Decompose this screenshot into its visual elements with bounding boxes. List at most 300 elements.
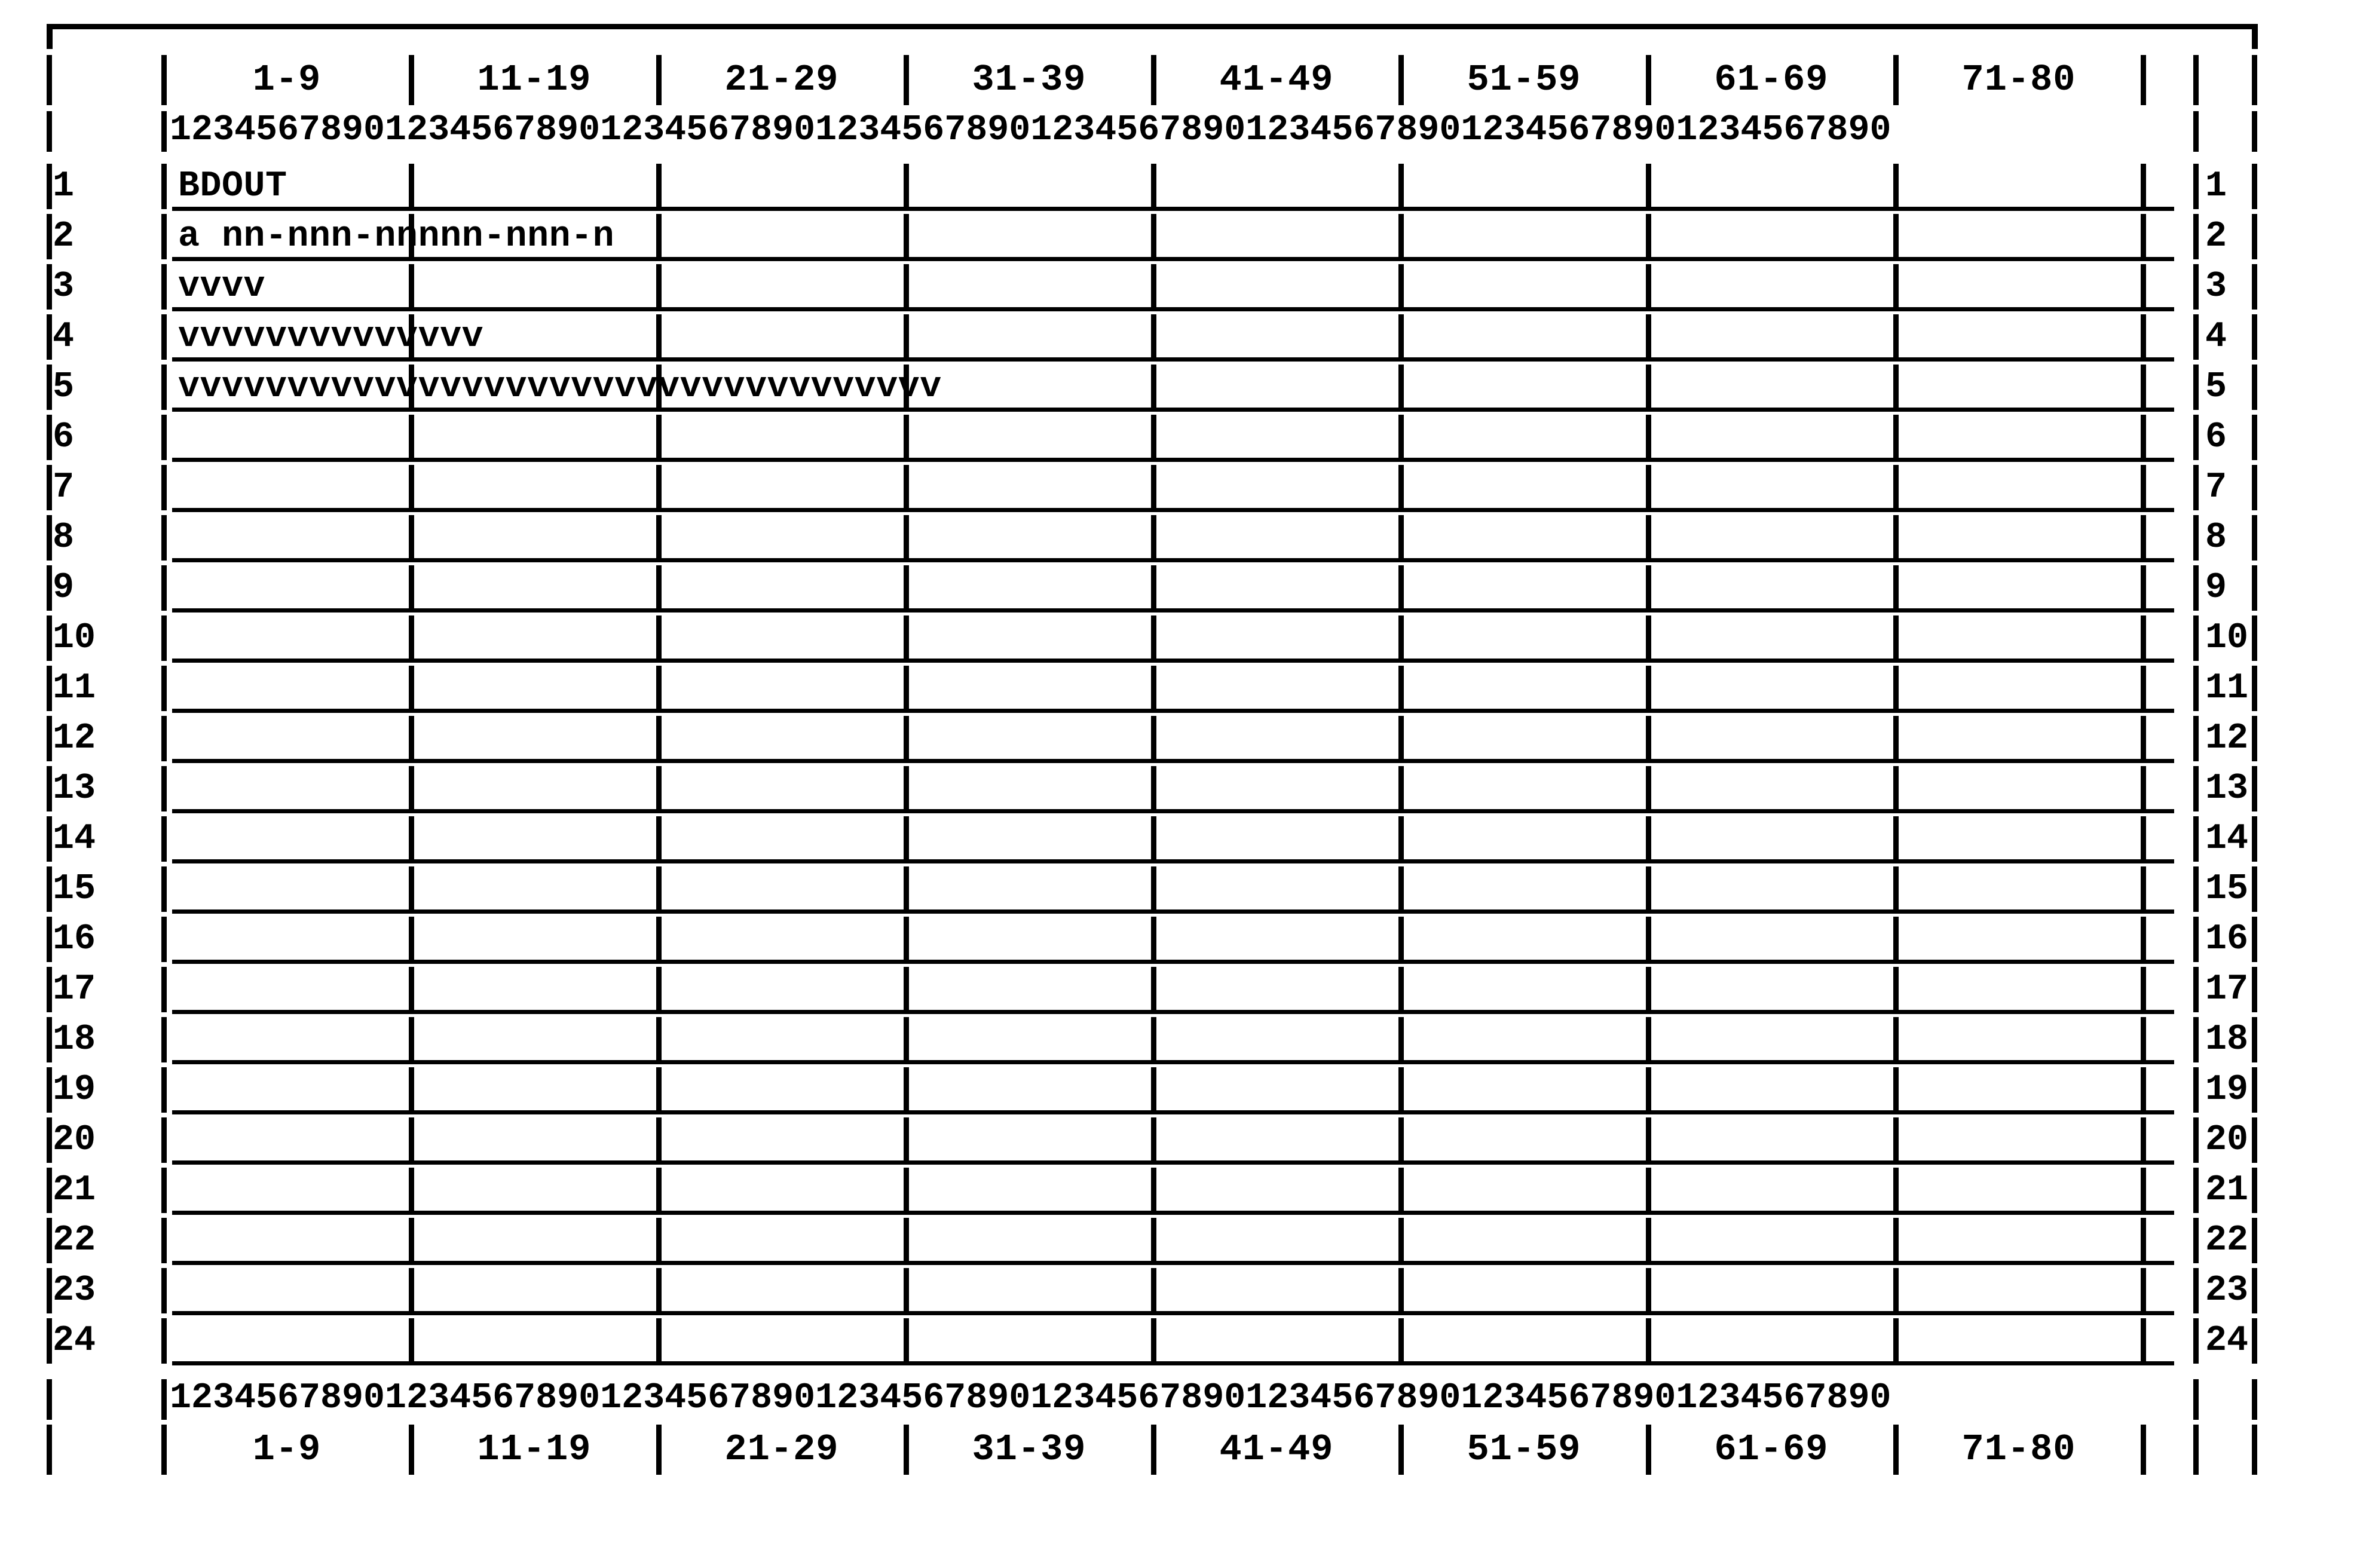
line-rule — [172, 307, 2174, 311]
row-number-left: 5 — [53, 367, 75, 408]
row-number-left: 18 — [53, 1019, 96, 1060]
screen-line-text[interactable]: vvvvvvvvvvvvvv — [178, 317, 484, 357]
line-cell-separator — [1646, 465, 1651, 510]
ruler-bottom-left-tick — [47, 1379, 52, 1420]
line-cell-separator — [656, 214, 662, 259]
row-number-left: 19 — [53, 1070, 96, 1110]
footer-left-margin-tick — [47, 1425, 52, 1475]
line-cell-separator — [409, 415, 414, 460]
line-cell-separator — [1151, 1017, 1156, 1062]
line-right-margin-tick — [2193, 164, 2199, 209]
row-number-left: 4 — [53, 317, 75, 357]
header-sep-7 — [1893, 55, 1899, 105]
line-right-margin-tick — [2193, 264, 2199, 310]
footer-right-margin-tick — [2193, 1425, 2199, 1475]
line-cell-separator — [904, 866, 909, 912]
line-cell-separator — [1646, 866, 1651, 912]
line-cell-separator — [409, 465, 414, 510]
row-number-left: 17 — [53, 969, 96, 1010]
screen-line-row[interactable] — [42, 914, 2307, 964]
ruler-bottom-outer-right-tick — [2252, 1379, 2257, 1420]
line-cell-separator — [1646, 164, 1651, 209]
row-number-right: 18 — [2205, 1019, 2249, 1060]
row-number-right: 6 — [2205, 417, 2227, 458]
row-number-left: 21 — [53, 1170, 96, 1211]
line-cell-separator — [161, 1318, 167, 1364]
line-right-margin-tick — [2193, 1168, 2199, 1213]
line-left-outer-tick — [47, 1117, 52, 1163]
line-right-outer-tick — [2252, 1268, 2257, 1313]
line-right-outer-tick — [2252, 1067, 2257, 1113]
screen-line-row[interactable] — [42, 563, 2307, 613]
line-right-outer-tick — [2252, 816, 2257, 862]
line-cell-separator — [1398, 1117, 1404, 1163]
line-cell-separator — [409, 1268, 414, 1313]
line-cell-separator — [2141, 1268, 2146, 1313]
line-cell-separator — [2141, 214, 2146, 259]
line-right-margin-tick — [2193, 1067, 2199, 1113]
screen-line-text[interactable]: a nn-nnn-nnnnn-nnn-n — [178, 216, 615, 257]
line-cell-separator — [656, 1268, 662, 1313]
line-left-outer-tick — [47, 1268, 52, 1313]
line-cell-separator — [1151, 415, 1156, 460]
line-cell-separator — [904, 314, 909, 360]
line-left-outer-tick — [47, 816, 52, 862]
row-number-right: 1 — [2205, 166, 2227, 207]
line-cell-separator — [904, 1318, 909, 1364]
col-range-7: 61-69 — [1714, 59, 1829, 101]
top-left-tick — [47, 24, 53, 49]
line-cell-separator — [1646, 1268, 1651, 1313]
line-cell-separator — [656, 666, 662, 711]
screen-line-row[interactable] — [42, 1316, 2307, 1366]
row-number-right: 9 — [2205, 568, 2227, 608]
screen-line-row[interactable] — [42, 1015, 2307, 1065]
col-range-2: 11-19 — [477, 59, 592, 101]
line-cell-separator — [2141, 1318, 2146, 1364]
col-range-1: 1-9 — [252, 59, 322, 101]
line-cell-separator — [1646, 917, 1651, 962]
line-cell-separator — [904, 766, 909, 811]
line-cell-separator — [161, 365, 167, 410]
line-cell-separator — [2141, 365, 2146, 410]
line-cell-separator — [1646, 967, 1651, 1012]
line-cell-separator — [1398, 164, 1404, 209]
line-cell-separator — [2141, 465, 2146, 510]
line-rule — [172, 458, 2174, 462]
line-cell-separator — [1893, 967, 1899, 1012]
line-cell-separator — [1151, 766, 1156, 811]
line-cell-separator — [656, 1218, 662, 1263]
line-cell-separator — [409, 866, 414, 912]
line-cell-separator — [161, 214, 167, 259]
header-sep-8 — [2141, 55, 2146, 105]
line-cell-separator — [1646, 565, 1651, 611]
line-left-outer-tick — [47, 264, 52, 310]
line-cell-separator — [1893, 615, 1899, 661]
line-cell-separator — [1151, 1268, 1156, 1313]
line-cell-separator — [1151, 1218, 1156, 1263]
line-cell-separator — [1646, 1318, 1651, 1364]
top-right-tick — [2252, 24, 2258, 49]
line-rule — [172, 1160, 2174, 1165]
line-right-outer-tick — [2252, 967, 2257, 1012]
col-range-3: 21-29 — [724, 59, 839, 101]
header-sep-6 — [1646, 55, 1651, 105]
line-cell-separator — [1893, 766, 1899, 811]
line-cell-separator — [161, 565, 167, 611]
footer-sep-6 — [1646, 1425, 1651, 1475]
line-cell-separator — [161, 1067, 167, 1113]
line-left-outer-tick — [47, 967, 52, 1012]
line-cell-separator — [904, 465, 909, 510]
line-cell-separator — [161, 816, 167, 862]
line-right-margin-tick — [2193, 615, 2199, 661]
line-rule — [172, 357, 2174, 362]
col-range-bottom-1: 1-9 — [252, 1428, 322, 1471]
line-cell-separator — [409, 565, 414, 611]
line-cell-separator — [1646, 365, 1651, 410]
line-cell-separator — [161, 515, 167, 561]
screen-line-text[interactable]: BDOUT — [178, 166, 287, 207]
row-number-left: 1 — [53, 166, 75, 207]
row-number-left: 23 — [53, 1270, 96, 1311]
line-left-outer-tick — [47, 917, 52, 962]
line-cell-separator — [1398, 917, 1404, 962]
line-rule — [172, 608, 2174, 612]
line-right-outer-tick — [2252, 917, 2257, 962]
line-cell-separator — [1151, 465, 1156, 510]
line-cell-separator — [1893, 1067, 1899, 1113]
line-cell-separator — [161, 264, 167, 310]
line-cell-separator — [1398, 1168, 1404, 1213]
line-cell-separator — [1893, 164, 1899, 209]
line-left-outer-tick — [47, 365, 52, 410]
line-cell-separator — [1646, 1168, 1651, 1213]
line-cell-separator — [161, 1117, 167, 1163]
line-cell-separator — [656, 465, 662, 510]
line-cell-separator — [1893, 1268, 1899, 1313]
line-right-outer-tick — [2252, 1218, 2257, 1263]
ruler-right-tick — [2193, 111, 2199, 152]
line-rule — [172, 909, 2174, 914]
top-border-rule — [47, 24, 2258, 29]
line-right-outer-tick — [2252, 515, 2257, 561]
line-rule — [172, 1211, 2174, 1215]
line-cell-separator — [1151, 565, 1156, 611]
row-number-right: 12 — [2205, 718, 2249, 759]
line-right-margin-tick — [2193, 967, 2199, 1012]
screen-line-row[interactable] — [42, 1215, 2307, 1266]
row-number-left: 22 — [53, 1220, 96, 1261]
line-cell-separator — [1646, 264, 1651, 310]
screen-line-row[interactable] — [42, 613, 2307, 663]
line-cell-separator — [2141, 716, 2146, 761]
footer-sep-7 — [1893, 1425, 1899, 1475]
line-right-margin-tick — [2193, 415, 2199, 460]
line-cell-separator — [1398, 565, 1404, 611]
screen-line-row[interactable] — [42, 764, 2307, 814]
line-cell-separator — [656, 967, 662, 1012]
line-cell-separator — [2141, 1168, 2146, 1213]
row-number-left: 8 — [53, 517, 75, 558]
line-cell-separator — [656, 615, 662, 661]
footer-sep-2 — [656, 1425, 662, 1475]
line-cell-separator — [1151, 1067, 1156, 1113]
line-cell-separator — [409, 917, 414, 962]
col-range-4: 31-39 — [972, 59, 1086, 101]
line-left-outer-tick — [47, 1218, 52, 1263]
line-right-outer-tick — [2252, 164, 2257, 209]
header-outer-right-tick — [2252, 55, 2257, 105]
line-cell-separator — [161, 1218, 167, 1263]
line-rule — [172, 207, 2174, 211]
line-cell-separator — [1893, 716, 1899, 761]
line-cell-separator — [1646, 766, 1651, 811]
line-right-outer-tick — [2252, 415, 2257, 460]
line-right-margin-tick — [2193, 816, 2199, 862]
line-cell-separator — [161, 314, 167, 360]
line-cell-separator — [656, 766, 662, 811]
line-right-margin-tick — [2193, 565, 2199, 611]
line-left-outer-tick — [47, 1067, 52, 1113]
line-cell-separator — [904, 565, 909, 611]
screen-line-row[interactable] — [42, 362, 2307, 412]
line-cell-separator — [1646, 816, 1651, 862]
col-range-bottom-8: 71-80 — [1961, 1428, 2076, 1471]
line-right-outer-tick — [2252, 1168, 2257, 1213]
line-cell-separator — [1398, 1318, 1404, 1364]
line-cell-separator — [1151, 515, 1156, 561]
col-range-bottom-6: 51-59 — [1467, 1428, 1581, 1471]
line-cell-separator — [2141, 314, 2146, 360]
header-sep-3 — [904, 55, 909, 105]
line-cell-separator — [1646, 1067, 1651, 1113]
line-left-outer-tick — [47, 615, 52, 661]
line-left-outer-tick — [47, 666, 52, 711]
line-cell-separator — [1646, 666, 1651, 711]
line-right-margin-tick — [2193, 1318, 2199, 1364]
line-cell-separator — [1398, 816, 1404, 862]
screen-line-row[interactable] — [42, 1065, 2307, 1115]
screen-layout-form — [42, 24, 2307, 1506]
header-sep-1 — [409, 55, 414, 105]
screen-line-row[interactable] — [42, 262, 2307, 312]
screen-line-row[interactable] — [42, 412, 2307, 463]
line-cell-separator — [904, 164, 909, 209]
line-cell-separator — [1151, 1117, 1156, 1163]
header-left-margin-tick — [47, 55, 52, 105]
ruler-outer-right-tick — [2252, 111, 2257, 152]
screen-line-row[interactable] — [42, 463, 2307, 513]
row-number-left: 3 — [53, 267, 75, 307]
line-cell-separator — [1398, 264, 1404, 310]
line-left-outer-tick — [47, 716, 52, 761]
line-cell-separator — [1893, 264, 1899, 310]
line-cell-separator — [1398, 866, 1404, 912]
col-range-6: 51-59 — [1467, 59, 1581, 101]
ruler-digits-bottom: 12345678901234567890123456789012345678901234567890123456789012345678901234567890 — [170, 1378, 1891, 1419]
line-cell-separator — [1893, 214, 1899, 259]
line-cell-separator — [2141, 1117, 2146, 1163]
line-cell-separator — [904, 1168, 909, 1213]
line-cell-separator — [904, 214, 909, 259]
line-cell-separator — [161, 666, 167, 711]
line-cell-separator — [2141, 415, 2146, 460]
line-rule — [172, 1010, 2174, 1014]
line-cell-separator — [1398, 666, 1404, 711]
line-rule — [172, 257, 2174, 261]
line-cell-separator — [161, 615, 167, 661]
line-cell-separator — [1398, 314, 1404, 360]
line-cell-separator — [409, 515, 414, 561]
line-cell-separator — [1646, 314, 1651, 360]
line-cell-separator — [1893, 666, 1899, 711]
line-cell-separator — [2141, 515, 2146, 561]
line-cell-separator — [904, 716, 909, 761]
line-cell-separator — [904, 967, 909, 1012]
line-cell-separator — [904, 515, 909, 561]
line-right-outer-tick — [2252, 666, 2257, 711]
line-cell-separator — [904, 1117, 909, 1163]
line-cell-separator — [1151, 1168, 1156, 1213]
line-cell-separator — [1151, 666, 1156, 711]
line-cell-separator — [656, 1168, 662, 1213]
ruler-bottom-col-tick — [161, 1379, 167, 1420]
line-cell-separator — [161, 917, 167, 962]
screen-line-row[interactable] — [42, 312, 2307, 362]
line-cell-separator — [2141, 1218, 2146, 1263]
line-right-margin-tick — [2193, 766, 2199, 811]
line-cell-separator — [1893, 816, 1899, 862]
line-cell-separator — [904, 1067, 909, 1113]
row-number-left: 14 — [53, 819, 96, 859]
row-number-right: 4 — [2205, 317, 2227, 357]
line-cell-separator — [1398, 716, 1404, 761]
line-cell-separator — [1646, 214, 1651, 259]
header-rownum-sep — [161, 55, 167, 105]
col-range-5: 41-49 — [1219, 59, 1334, 101]
line-cell-separator — [409, 816, 414, 862]
row-number-right: 11 — [2205, 668, 2249, 709]
line-cell-separator — [161, 1168, 167, 1213]
line-cell-separator — [2141, 866, 2146, 912]
line-right-outer-tick — [2252, 766, 2257, 811]
line-rule — [172, 709, 2174, 713]
row-number-right: 17 — [2205, 969, 2249, 1010]
line-right-margin-tick — [2193, 1218, 2199, 1263]
screen-line-row[interactable] — [42, 814, 2307, 864]
line-left-outer-tick — [47, 866, 52, 912]
line-right-outer-tick — [2252, 214, 2257, 259]
row-number-left: 13 — [53, 768, 96, 809]
line-cell-separator — [409, 264, 414, 310]
screen-line-row[interactable] — [42, 864, 2307, 914]
line-cell-separator — [1893, 415, 1899, 460]
row-number-right: 10 — [2205, 618, 2249, 659]
line-cell-separator — [2141, 766, 2146, 811]
line-cell-separator — [2141, 1067, 2146, 1113]
line-right-margin-tick — [2193, 1268, 2199, 1313]
screen-line-row[interactable] — [42, 1165, 2307, 1215]
ruler-bottom-right-tick — [2193, 1379, 2199, 1420]
screen-line-row[interactable] — [42, 964, 2307, 1015]
line-right-outer-tick — [2252, 565, 2257, 611]
row-number-right: 24 — [2205, 1321, 2249, 1361]
screen-line-row[interactable] — [42, 663, 2307, 713]
line-cell-separator — [1646, 1117, 1651, 1163]
line-cell-separator — [1893, 565, 1899, 611]
line-cell-separator — [409, 1067, 414, 1113]
line-cell-separator — [904, 1218, 909, 1263]
line-cell-separator — [656, 164, 662, 209]
line-right-margin-tick — [2193, 214, 2199, 259]
line-rule — [172, 659, 2174, 663]
row-number-left: 7 — [53, 467, 75, 508]
line-cell-separator — [1151, 615, 1156, 661]
line-right-outer-tick — [2252, 866, 2257, 912]
line-right-outer-tick — [2252, 264, 2257, 310]
screen-line-row[interactable] — [42, 713, 2307, 764]
line-cell-separator — [409, 1017, 414, 1062]
line-cell-separator — [1398, 214, 1404, 259]
ruler-left-tick — [47, 111, 52, 152]
line-right-outer-tick — [2252, 1318, 2257, 1364]
line-left-outer-tick — [47, 214, 52, 259]
line-rule — [172, 558, 2174, 562]
line-right-margin-tick — [2193, 515, 2199, 561]
screen-line-row[interactable] — [42, 212, 2307, 262]
line-cell-separator — [1398, 365, 1404, 410]
line-cell-separator — [2141, 967, 2146, 1012]
line-cell-separator — [1398, 615, 1404, 661]
line-right-outer-tick — [2252, 365, 2257, 410]
line-cell-separator — [1398, 1017, 1404, 1062]
screen-line-text[interactable]: vvvvvvvvvvvvvvvvvvvvvvvvvvvvvvvvvvv — [178, 367, 942, 408]
line-cell-separator — [656, 1067, 662, 1113]
col-range-bottom-7: 61-69 — [1714, 1428, 1829, 1471]
line-cell-separator — [1398, 515, 1404, 561]
line-cell-separator — [409, 967, 414, 1012]
screen-line-row[interactable] — [42, 1115, 2307, 1165]
row-number-left: 2 — [53, 216, 75, 257]
line-cell-separator — [409, 1318, 414, 1364]
line-right-outer-tick — [2252, 465, 2257, 510]
line-cell-separator — [1646, 415, 1651, 460]
line-cell-separator — [904, 666, 909, 711]
row-number-left: 24 — [53, 1321, 96, 1361]
row-number-right: 3 — [2205, 267, 2227, 307]
line-cell-separator — [2141, 666, 2146, 711]
screen-line-row[interactable] — [42, 513, 2307, 563]
screen-line-text[interactable]: vvvv — [178, 267, 266, 307]
screen-line-row[interactable] — [42, 1266, 2307, 1316]
line-cell-separator — [1893, 1168, 1899, 1213]
line-cell-separator — [409, 1168, 414, 1213]
line-cell-separator — [1893, 866, 1899, 912]
line-cell-separator — [409, 666, 414, 711]
line-right-outer-tick — [2252, 615, 2257, 661]
screen-line-row[interactable] — [42, 161, 2307, 212]
line-left-outer-tick — [47, 415, 52, 460]
line-rule — [172, 1361, 2174, 1365]
line-cell-separator — [1893, 1218, 1899, 1263]
line-cell-separator — [1151, 164, 1156, 209]
line-cell-separator — [1398, 1067, 1404, 1113]
row-number-left: 20 — [53, 1120, 96, 1160]
row-number-left: 12 — [53, 718, 96, 759]
line-cell-separator — [904, 816, 909, 862]
